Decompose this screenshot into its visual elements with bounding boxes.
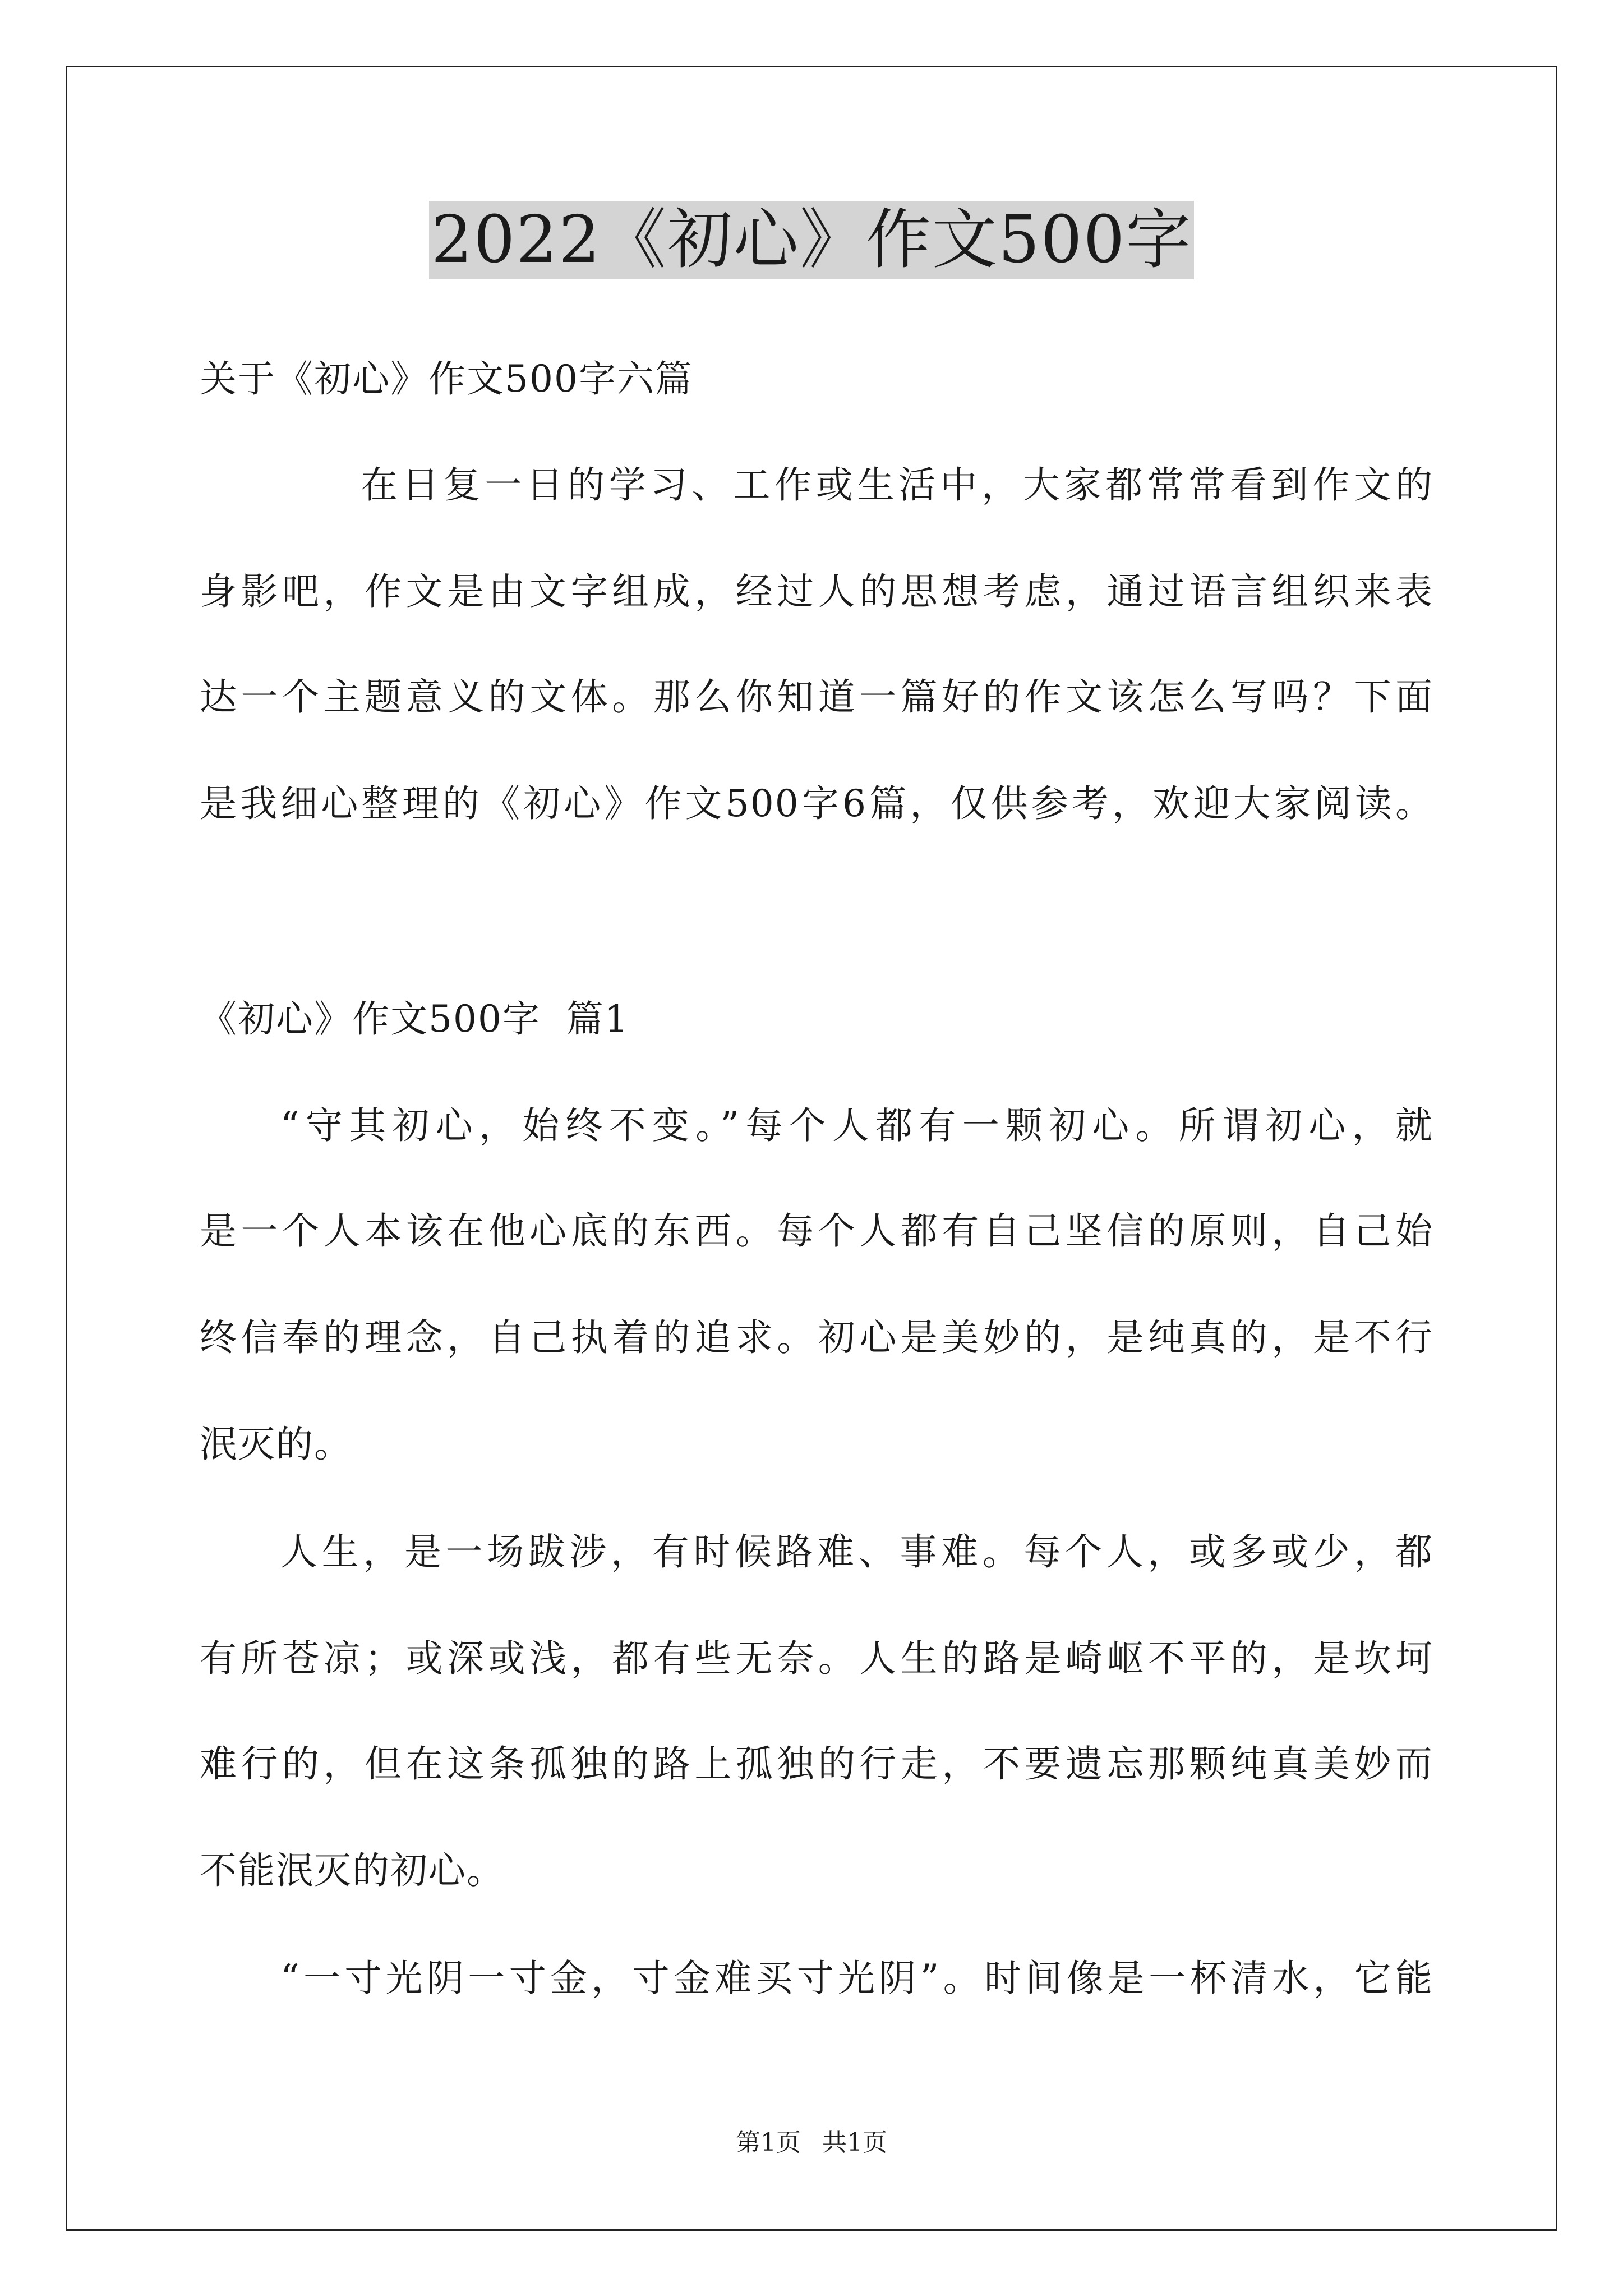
section-heading: 《初心》作文500字 篇1 [200,997,629,1041]
para2-line-2: 有所苍凉；或深或浅，都有些无奈。人生的路是崎岖不平的，是坎坷 [200,1637,1433,1680]
intro-line-4: 是我细心整理的《初心》作文500字6篇，仅供参考，欢迎大家阅读。 [200,782,1433,825]
para3-line-1: “一寸光阴一寸金，寸金难买寸光阴”。时间像是一杯清水，它能 [280,1957,1433,2000]
title-container [0,201,1623,279]
para1-line-4: 泯灭的。 [200,1423,352,1466]
para2-line-4: 不能泯灭的初心。 [200,1849,505,1892]
intro-line-2: 身影吧，作文是由文字组成，经过人的思想考虑，通过语言组织来表 [200,570,1433,613]
page-number-current: 第1页 [736,2128,801,2157]
para2-line-3: 难行的，但在这条孤独的路上孤独的行走，不要遗忘那颗纯真美妙而 [200,1742,1433,1786]
page-number-total: 共1页 [822,2128,887,2157]
para1-line-2: 是一个人本该在他心底的东西。每个人都有自己坚信的原则，自己始 [200,1209,1433,1253]
intro-line-1: 在日复一日的学习、工作或生活中，大家都常常看到作文的 [361,463,1433,507]
para1-line-3: 终信奉的理念，自己执着的追求。初心是美妙的，是纯真的，是不行 [200,1316,1433,1359]
document-title: 2022《初心》作文500字 [429,201,1195,279]
para1-line-1: “守其初心，始终不变。”每个人都有一颗初心。所谓初心，就 [280,1104,1433,1147]
page-footer [0,2126,1623,2160]
intro-line-3: 达一个主题意义的文体。那么你知道一篇好的作文该怎么写吗？下面 [200,675,1433,719]
para2-line-1: 人生，是一场跋涉，有时候路难、事难。每个人，或多或少，都 [280,1530,1433,1573]
document-subtitle: 关于《初心》作文500字六篇 [200,357,693,401]
